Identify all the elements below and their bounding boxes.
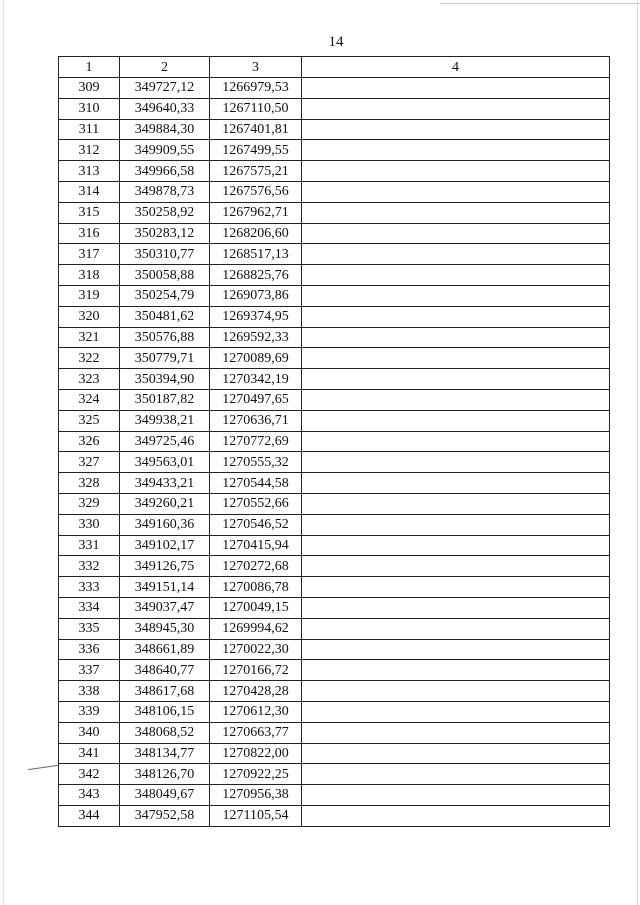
- column-header-1: 1: [59, 57, 120, 78]
- y-coordinate-cell: 1266979,53: [210, 78, 302, 99]
- y-coordinate-cell: 1267962,71: [210, 202, 302, 223]
- description-cell: [302, 140, 610, 161]
- point-number-cell: 316: [59, 223, 120, 244]
- x-coordinate-cell: 349126,75: [120, 556, 210, 577]
- y-coordinate-cell: 1270544,58: [210, 473, 302, 494]
- description-cell: [302, 597, 610, 618]
- x-coordinate-cell: 349727,12: [120, 78, 210, 99]
- point-number-cell: 309: [59, 78, 120, 99]
- description-cell: [302, 78, 610, 99]
- scan-edge-right: [637, 0, 638, 905]
- table-row: [59, 265, 610, 286]
- x-coordinate-cell: 350576,88: [120, 327, 210, 348]
- description-cell: [302, 223, 610, 244]
- table-row: [59, 639, 610, 660]
- point-number-cell: 318: [59, 265, 120, 286]
- y-coordinate-cell: 1270772,69: [210, 431, 302, 452]
- y-coordinate-cell: 1270612,30: [210, 701, 302, 722]
- y-coordinate-cell: 1267401,81: [210, 119, 302, 140]
- y-coordinate-cell: 1270022,30: [210, 639, 302, 660]
- description-cell: [302, 743, 610, 764]
- x-coordinate-cell: 349160,36: [120, 514, 210, 535]
- y-coordinate-cell: 1270546,52: [210, 514, 302, 535]
- y-coordinate-cell: 1268517,13: [210, 244, 302, 265]
- y-coordinate-cell: 1267110,50: [210, 98, 302, 119]
- x-coordinate-cell: 350481,62: [120, 306, 210, 327]
- description-cell: [302, 285, 610, 306]
- table-row: [59, 577, 610, 598]
- scan-edge-top: [440, 3, 640, 4]
- description-cell: [302, 764, 610, 785]
- table-row: [59, 701, 610, 722]
- x-coordinate-cell: 350310,77: [120, 244, 210, 265]
- table-row: [59, 306, 610, 327]
- x-coordinate-cell: 349909,55: [120, 140, 210, 161]
- x-coordinate-cell: 349151,14: [120, 577, 210, 598]
- description-cell: [302, 681, 610, 702]
- point-number-cell: 311: [59, 119, 120, 140]
- x-coordinate-cell: 348617,68: [120, 681, 210, 702]
- x-coordinate-cell: 348068,52: [120, 722, 210, 743]
- x-coordinate-cell: 349260,21: [120, 493, 210, 514]
- y-coordinate-cell: 1269374,95: [210, 306, 302, 327]
- description-cell: [302, 348, 610, 369]
- table-row: [59, 514, 610, 535]
- point-number-cell: 330: [59, 514, 120, 535]
- table-row: [59, 410, 610, 431]
- y-coordinate-cell: 1270086,78: [210, 577, 302, 598]
- description-cell: [302, 244, 610, 265]
- y-coordinate-cell: 1270428,28: [210, 681, 302, 702]
- point-number-cell: 333: [59, 577, 120, 598]
- table-row: [59, 78, 610, 99]
- description-cell: [302, 410, 610, 431]
- table-row: [59, 140, 610, 161]
- point-number-cell: 324: [59, 389, 120, 410]
- y-coordinate-cell: 1270552,66: [210, 493, 302, 514]
- x-coordinate-cell: 350254,79: [120, 285, 210, 306]
- point-number-cell: 336: [59, 639, 120, 660]
- table-row: [59, 431, 610, 452]
- table-row: [59, 556, 610, 577]
- y-coordinate-cell: 1267499,55: [210, 140, 302, 161]
- point-number-cell: 329: [59, 493, 120, 514]
- description-cell: [302, 98, 610, 119]
- column-header-3: 3: [210, 57, 302, 78]
- point-number-cell: 337: [59, 660, 120, 681]
- description-cell: [302, 535, 610, 556]
- table-row: [59, 764, 610, 785]
- description-cell: [302, 514, 610, 535]
- column-header-2: 2: [120, 57, 210, 78]
- x-coordinate-cell: 348945,30: [120, 618, 210, 639]
- coordinates-table: [58, 56, 610, 827]
- point-number-cell: 313: [59, 161, 120, 182]
- table-body: [59, 78, 610, 827]
- x-coordinate-cell: 350258,92: [120, 202, 210, 223]
- x-coordinate-cell: 349938,21: [120, 410, 210, 431]
- x-coordinate-cell: 348049,67: [120, 785, 210, 806]
- point-number-cell: 321: [59, 327, 120, 348]
- description-cell: [302, 181, 610, 202]
- point-number-cell: 317: [59, 244, 120, 265]
- table-row: [59, 597, 610, 618]
- x-coordinate-cell: 349725,46: [120, 431, 210, 452]
- y-coordinate-cell: 1269592,33: [210, 327, 302, 348]
- point-number-cell: 340: [59, 722, 120, 743]
- point-number-cell: 312: [59, 140, 120, 161]
- scan-stray-mark: [28, 765, 58, 770]
- table-row: [59, 285, 610, 306]
- x-coordinate-cell: 349884,30: [120, 119, 210, 140]
- description-cell: [302, 119, 610, 140]
- y-coordinate-cell: 1270272,68: [210, 556, 302, 577]
- x-coordinate-cell: 350779,71: [120, 348, 210, 369]
- y-coordinate-cell: 1270342,19: [210, 369, 302, 390]
- point-number-cell: 338: [59, 681, 120, 702]
- point-number-cell: 326: [59, 431, 120, 452]
- point-number-cell: 341: [59, 743, 120, 764]
- y-coordinate-cell: 1267576,56: [210, 181, 302, 202]
- point-number-cell: 339: [59, 701, 120, 722]
- point-number-cell: 328: [59, 473, 120, 494]
- point-number-cell: 310: [59, 98, 120, 119]
- table-row: [59, 493, 610, 514]
- table-row: [59, 223, 610, 244]
- x-coordinate-cell: 350058,88: [120, 265, 210, 286]
- y-coordinate-cell: 1270497,65: [210, 389, 302, 410]
- x-coordinate-cell: 348106,15: [120, 701, 210, 722]
- table-row: [59, 743, 610, 764]
- table-row: [59, 244, 610, 265]
- x-coordinate-cell: 349433,21: [120, 473, 210, 494]
- description-cell: [302, 202, 610, 223]
- description-cell: [302, 265, 610, 286]
- description-cell: [302, 785, 610, 806]
- y-coordinate-cell: 1270956,38: [210, 785, 302, 806]
- description-cell: [302, 431, 610, 452]
- table-row: [59, 389, 610, 410]
- y-coordinate-cell: 1270555,32: [210, 452, 302, 473]
- y-coordinate-cell: 1269073,86: [210, 285, 302, 306]
- table-row: [59, 202, 610, 223]
- page-number: 14: [328, 34, 344, 50]
- description-cell: [302, 805, 610, 826]
- table-row: [59, 473, 610, 494]
- table-row: [59, 660, 610, 681]
- x-coordinate-cell: 348126,70: [120, 764, 210, 785]
- description-cell: [302, 327, 610, 348]
- x-coordinate-cell: 347952,58: [120, 805, 210, 826]
- table-row: [59, 452, 610, 473]
- point-number-cell: 342: [59, 764, 120, 785]
- description-cell: [302, 556, 610, 577]
- table-row: [59, 98, 610, 119]
- point-number-cell: 335: [59, 618, 120, 639]
- y-coordinate-cell: 1267575,21: [210, 161, 302, 182]
- description-cell: [302, 306, 610, 327]
- point-number-cell: 314: [59, 181, 120, 202]
- y-coordinate-cell: 1270166,72: [210, 660, 302, 681]
- y-coordinate-cell: 1271105,54: [210, 805, 302, 826]
- table-row: [59, 327, 610, 348]
- x-coordinate-cell: 349640,33: [120, 98, 210, 119]
- x-coordinate-cell: 348134,77: [120, 743, 210, 764]
- x-coordinate-cell: 348640,77: [120, 660, 210, 681]
- x-coordinate-cell: 350283,12: [120, 223, 210, 244]
- description-cell: [302, 161, 610, 182]
- x-coordinate-cell: 348661,89: [120, 639, 210, 660]
- y-coordinate-cell: 1269994,62: [210, 618, 302, 639]
- description-cell: [302, 618, 610, 639]
- point-number-cell: 344: [59, 805, 120, 826]
- scan-edge-left: [3, 0, 4, 905]
- y-coordinate-cell: 1268206,60: [210, 223, 302, 244]
- table-header-row: [59, 57, 610, 78]
- description-cell: [302, 722, 610, 743]
- table-row: [59, 181, 610, 202]
- description-cell: [302, 452, 610, 473]
- description-cell: [302, 369, 610, 390]
- point-number-cell: 323: [59, 369, 120, 390]
- description-cell: [302, 493, 610, 514]
- y-coordinate-cell: 1270822,00: [210, 743, 302, 764]
- x-coordinate-cell: 349966,58: [120, 161, 210, 182]
- point-number-cell: 322: [59, 348, 120, 369]
- table-row: [59, 369, 610, 390]
- x-coordinate-cell: 349037,47: [120, 597, 210, 618]
- x-coordinate-cell: 349102,17: [120, 535, 210, 556]
- table-row: [59, 535, 610, 556]
- table-row: [59, 805, 610, 826]
- table-row: [59, 618, 610, 639]
- point-number-cell: 315: [59, 202, 120, 223]
- description-cell: [302, 389, 610, 410]
- x-coordinate-cell: 349563,01: [120, 452, 210, 473]
- y-coordinate-cell: 1270089,69: [210, 348, 302, 369]
- y-coordinate-cell: 1270636,71: [210, 410, 302, 431]
- y-coordinate-cell: 1270415,94: [210, 535, 302, 556]
- point-number-cell: 332: [59, 556, 120, 577]
- y-coordinate-cell: 1270049,15: [210, 597, 302, 618]
- description-cell: [302, 577, 610, 598]
- point-number-cell: 320: [59, 306, 120, 327]
- description-cell: [302, 473, 610, 494]
- x-coordinate-cell: 350394,90: [120, 369, 210, 390]
- description-cell: [302, 639, 610, 660]
- description-cell: [302, 660, 610, 681]
- x-coordinate-cell: 350187,82: [120, 389, 210, 410]
- table-row: [59, 119, 610, 140]
- point-number-cell: 327: [59, 452, 120, 473]
- table-row: [59, 348, 610, 369]
- point-number-cell: 319: [59, 285, 120, 306]
- point-number-cell: 331: [59, 535, 120, 556]
- point-number-cell: 343: [59, 785, 120, 806]
- description-cell: [302, 701, 610, 722]
- table-row: [59, 785, 610, 806]
- column-header-4: 4: [302, 57, 610, 78]
- y-coordinate-cell: 1268825,76: [210, 265, 302, 286]
- x-coordinate-cell: 349878,73: [120, 181, 210, 202]
- y-coordinate-cell: 1270922,25: [210, 764, 302, 785]
- point-number-cell: 334: [59, 597, 120, 618]
- point-number-cell: 325: [59, 410, 120, 431]
- table-row: [59, 161, 610, 182]
- table-row: [59, 722, 610, 743]
- table-row: [59, 681, 610, 702]
- y-coordinate-cell: 1270663,77: [210, 722, 302, 743]
